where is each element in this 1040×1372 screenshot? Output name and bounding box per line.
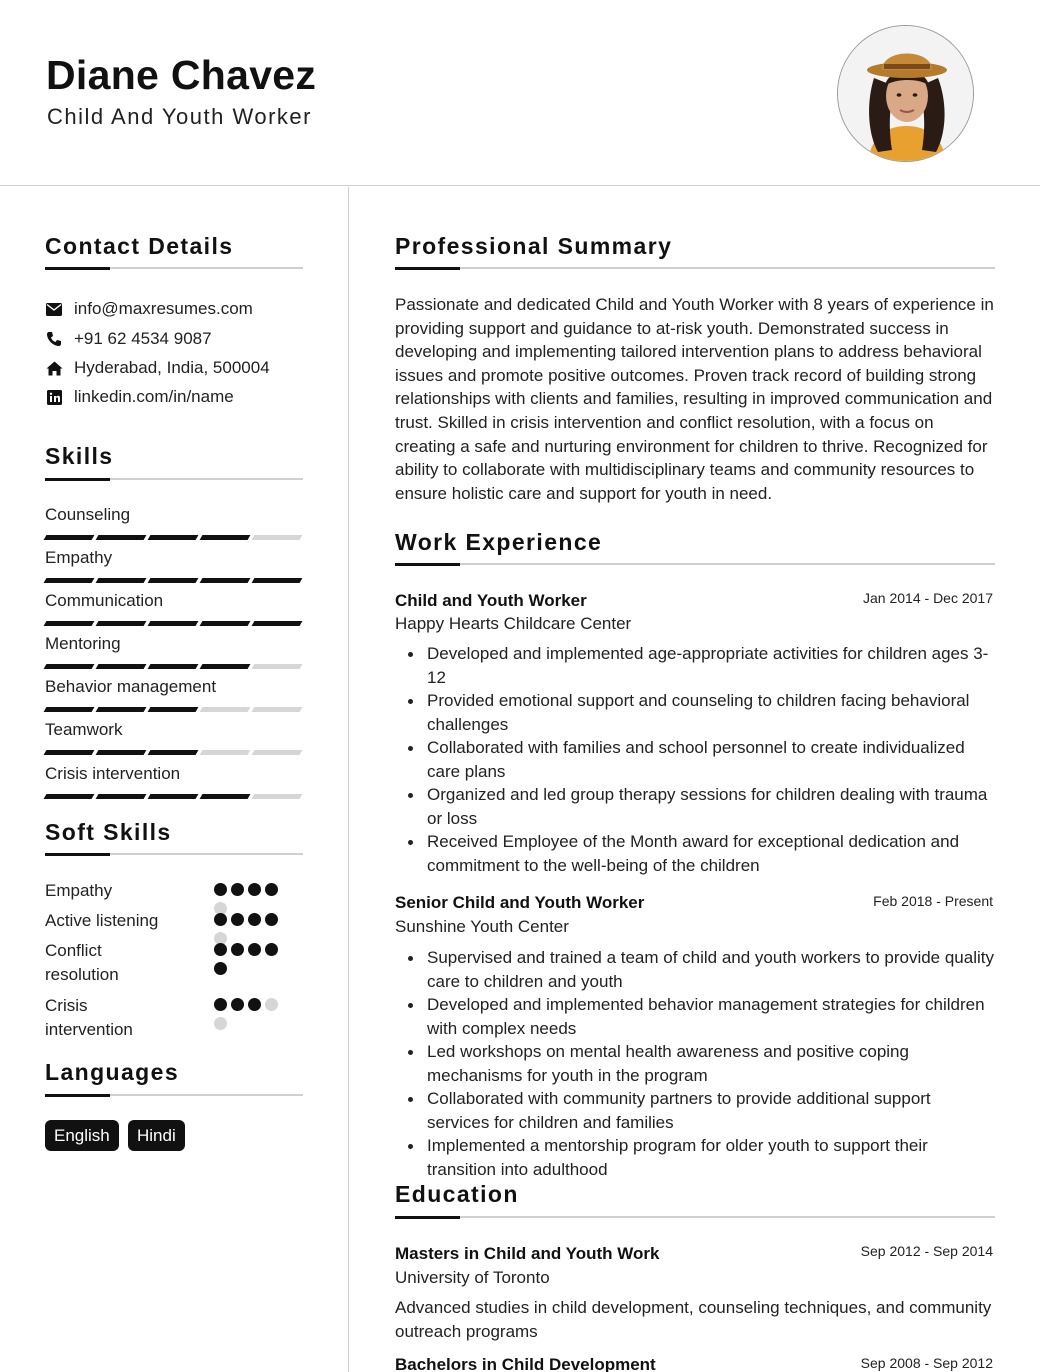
skill-label: Mentoring [45,634,121,653]
experience-heading: Work Experience [395,529,603,555]
job-bullet: Led workshops on mental health awareness and positive coping mechanisms for youth in the program [395,1040,995,1087]
skill-level-segment [96,707,147,712]
job-bullets [395,642,995,877]
skill-level-segment [252,750,303,755]
contact-linkedin-text: linkedin.com/in/name [74,387,234,406]
job-title: Senior Child and Youth Worker [395,893,645,912]
language-badge-english: English [45,1120,119,1151]
rating-dot [214,943,227,956]
skill-level-segment [200,535,251,540]
skill-level-segment [44,535,95,540]
skill-level-segment [96,578,147,583]
envelope-icon [45,300,63,318]
linkedin-icon [45,388,63,406]
skill-level-segment [200,621,251,626]
job-title: Child and Youth Worker [395,591,587,610]
soft-skills-heading: Soft Skills [45,819,172,845]
skill-label: Crisis intervention [45,764,181,783]
skill-level-segment [148,621,199,626]
skill-level-segment [148,794,199,799]
soft-skill-rating [214,943,286,975]
soft-skill-label: Active listening [45,911,159,930]
rating-dot [265,998,278,1011]
rating-dot [265,883,278,896]
job-bullet: Organized and led group therapy sessions for children dealing with trauma or loss [395,783,995,830]
job-bullets [395,946,995,1181]
job-bullet: Supervised and trained a team of child and youth workers to provide quality care to children and youth [395,946,995,993]
skill-level-segment [252,578,303,583]
language-badge-hindi: Hindi [128,1120,185,1151]
profile-photo-illustration [838,26,974,162]
phone-icon [45,330,63,348]
rating-dot [248,913,261,926]
rating-dot [248,883,261,896]
skill-level-segment [148,535,199,540]
skill-label: Empathy [45,548,113,567]
job-bullet: Collaborated with community partners to provide additional support services for children and families [395,1087,995,1134]
skill-level-bar [45,535,301,540]
candidate-name: Diane Chavez [46,52,317,98]
rating-dot [214,883,227,896]
skill-level-bar [45,750,301,755]
skill-level-segment [96,621,147,626]
rating-dot [231,913,244,926]
contact-heading-rule [45,267,303,269]
job-bullet: Implemented a mentorship program for older youth to support their transition into adulthood [395,1134,995,1181]
skill-level-segment [44,621,95,626]
skill-level-bar [45,578,301,583]
degree-school: University of Toronto [395,1268,550,1287]
soft-skill-rating [214,998,286,1030]
rating-dot [265,943,278,956]
skill-level-segment [96,535,147,540]
skill-label: Teamwork [45,720,123,739]
rating-dot [248,998,261,1011]
skill-level-segment [148,664,199,669]
contact-email[interactable] [45,299,253,319]
skill-level-bar [45,794,301,799]
skills-heading-rule [45,478,303,480]
job-date: Feb 2018 - Present [873,893,993,909]
contact-phone[interactable] [45,329,212,349]
education-heading: Education [395,1181,519,1207]
summary-text: Passionate and dedicated Child and Youth Worker with 8 years of experience in providing support and guidance to at-risk youth. Demonstrated success in developing and implementing tailored intervention plans to address behavioral issues and promote positive outcomes. Proven track record of building strong relationships with clients and families, resulting in improved communication and trust. Skilled in crisis intervention and conflict resolution, with a focus on creating a safe and nurturing environment for children to thrive. Recognized for ability to collaborate with multidisciplinary teams and community resources to ensure holistic care and support for youth in need. [395,295,994,503]
skill-level-segment [44,664,95,669]
summary-heading-rule [395,267,995,269]
skill-level-segment [252,707,303,712]
rating-dot [265,913,278,926]
summary-heading: Professional Summary [395,233,673,259]
contact-email-text: info@maxresumes.com [74,299,253,318]
skill-label: Counseling [45,505,131,524]
contact-heading: Contact Details [45,233,234,259]
resume-header [0,0,1040,186]
degree-title: Masters in Child and Youth Work [395,1244,660,1263]
candidate-title: Child And Youth Worker [47,104,312,129]
languages-heading-rule [45,1094,303,1096]
soft-skills-heading-rule [45,853,303,855]
job-employer: Happy Hearts Childcare Center [395,614,632,633]
skill-level-segment [148,707,199,712]
rating-dot [214,1017,227,1030]
skill-level-bar [45,621,301,626]
skill-level-segment [96,794,147,799]
job-bullet: Received Employee of the Month award for exceptional dedication and commitment to the well-being of the children [395,830,995,877]
skill-level-segment [96,750,147,755]
skill-level-segment [252,794,303,799]
skill-level-segment [148,578,199,583]
degree-description: Advanced studies in child development, counseling techniques, and community outreach programs [395,1298,992,1341]
degree-date: Sep 2012 - Sep 2014 [860,1243,993,1259]
experience-heading-rule [395,563,995,565]
home-icon [45,359,63,377]
profile-photo [837,25,974,162]
soft-skill-label: Empathy [45,881,113,900]
rating-dot [231,943,244,956]
skill-level-segment [44,750,95,755]
soft-skill-rating [214,883,286,915]
contact-phone-text: +91 62 4534 9087 [74,329,212,348]
degree-title: Bachelors in Child Development [395,1355,656,1372]
skills-heading: Skills [45,443,114,469]
skill-level-bar [45,707,301,712]
skill-level-segment [200,664,251,669]
skill-level-segment [200,578,251,583]
soft-skill-label: Conflict resolution [45,941,119,984]
skill-level-segment [252,535,303,540]
skill-label: Behavior management [45,677,217,696]
soft-skill-label: Crisis intervention [45,996,133,1039]
job-bullet: Developed and implemented behavior management strategies for children with complex needs [395,993,995,1040]
skill-level-segment [200,794,251,799]
contact-location-text: Hyderabad, India, 500004 [74,358,270,377]
rating-dot [214,962,227,975]
job-employer: Sunshine Youth Center [395,917,569,936]
soft-skill-rating [214,913,286,945]
rating-dot [214,998,227,1011]
rating-dot [231,883,244,896]
degree-date: Sep 2008 - Sep 2012 [860,1355,993,1371]
skill-level-segment [44,578,95,583]
contact-linkedin[interactable] [45,387,234,407]
rating-dot [231,998,244,1011]
skill-level-segment [44,707,95,712]
skill-level-segment [200,750,251,755]
column-divider [348,187,349,1372]
skill-level-segment [200,707,251,712]
rating-dot [248,943,261,956]
contact-location [45,358,270,378]
job-bullet: Provided emotional support and counseling to children facing behavioral challenges [395,689,995,736]
rating-dot [214,913,227,926]
job-bullet: Developed and implemented age-appropriate activities for children ages 3-12 [395,642,995,689]
job-bullet: Collaborated with families and school personnel to create individualized care plans [395,736,995,783]
skill-level-segment [44,794,95,799]
skill-level-segment [96,664,147,669]
education-heading-rule [395,1216,995,1218]
job-date: Jan 2014 - Dec 2017 [863,590,993,606]
skill-level-bar [45,664,301,669]
skill-label: Communication [45,591,164,610]
skill-level-segment [252,621,303,626]
languages-heading: Languages [45,1059,180,1085]
skill-level-segment [252,664,303,669]
skill-level-segment [148,750,199,755]
